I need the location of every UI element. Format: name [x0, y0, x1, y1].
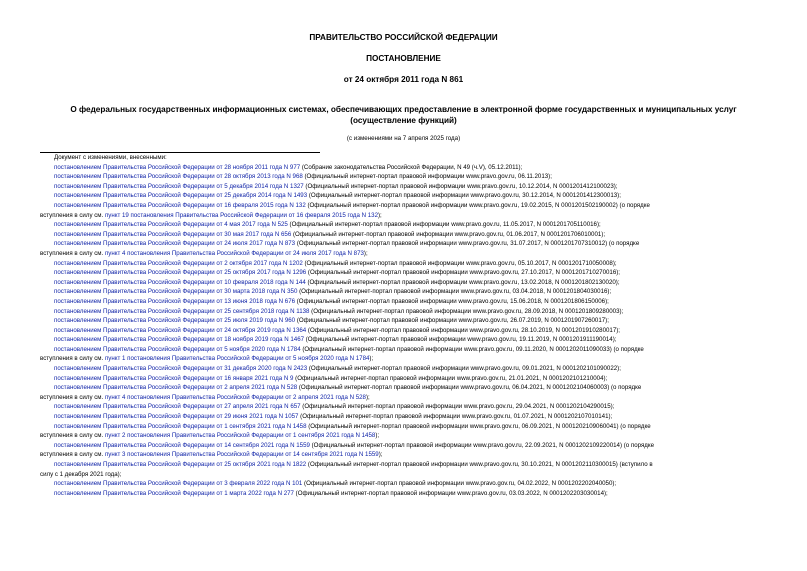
amendment-link[interactable]: пункт 1 постановления Правительства Российской Федерации от 5 ноября 2020 года N 1784	[104, 355, 370, 363]
amendment-continuation	[40, 470, 780, 480]
amendment-lead-text: силу с 1 декабря 2021 года);	[40, 470, 122, 478]
amendment-link[interactable]: постановлением Правительства Российской Федерации от 27 апреля 2021 года N 657	[54, 403, 301, 411]
amendment-publication-text: );	[365, 393, 370, 401]
document-title	[40, 104, 767, 126]
status-note: (с изменениями на 7 апреля 2025 года)	[346, 135, 461, 142]
amendment-publication-text: (Официальный интернет-портал правовой информации www.pravo.gov.ru, 09.01.2021, N 0001202101090022);	[307, 365, 621, 373]
amendment-item	[40, 441, 780, 451]
amendment-publication-text: (Собрание законодательства Российской Федерации, N 49 (ч.V), 05.12.2011);	[300, 163, 523, 171]
amendment-publication-text: (Официальный интернет-портал правовой информации www.pravo.gov.ru, 06.11.2013);	[302, 173, 552, 181]
amendment-item	[40, 278, 780, 288]
amendment-item	[40, 374, 780, 384]
amendment-link[interactable]: постановлением Правительства Российской Федерации от 25 декабря 2014 года N 1493	[54, 192, 308, 200]
amendment-publication-text: (Официальный интернет-портал правовой информации www.pravo.gov.ru, 06.09.2021, N 0001202109060041) (о порядке	[306, 422, 651, 430]
amendment-link[interactable]: постановлением Правительства Российской Федерации от 28 ноября 2011 года N 977	[54, 163, 301, 171]
amendment-link[interactable]: постановлением Правительства Российской Федерации от 3 февраля 2022 года N 101	[54, 480, 303, 488]
amendment-publication-text: (Официальный интернет-портал правовой информации www.pravo.gov.ru, 31.07.2017, N 0001201707310012) (о порядке	[295, 240, 640, 248]
amendment-link[interactable]: постановлением Правительства Российской Федерации от 25 сентября 2018 года N 1138	[54, 307, 310, 315]
amendment-item	[40, 316, 780, 326]
amendment-publication-text: (Официальный интернет-портал правовой информации www.pravo.gov.ru, 21.01.2021, N 0001202101210004);	[293, 374, 608, 382]
amendment-publication-text: );	[369, 355, 374, 363]
amendment-publication-text: (Официальный интернет-портал правовой информации www.pravo.gov.ru, 06.04.2021, N 0001202104060003) (о порядке	[297, 384, 642, 392]
amendment-publication-text: (Официальный интернет-портал правовой информации www.pravo.gov.ru, 05.10.2017, N 0001201710050008);	[302, 259, 617, 267]
amendment-item	[40, 335, 780, 345]
amendment-publication-text: (Официальный интернет-портал правовой информации www.pravo.gov.ru, 01.07.2021, N 0001202107010141);	[298, 413, 613, 421]
amendment-link[interactable]: постановлением Правительства Российской Федерации от 1 марта 2022 года N 277	[54, 489, 294, 497]
amendment-link[interactable]: постановлением Правительства Российской Федерации от 24 октября 2019 года N 1364	[54, 326, 307, 334]
amendment-item	[40, 259, 780, 269]
amendments-rows	[40, 163, 780, 499]
amendment-lead-text: вступления в силу см.	[40, 451, 105, 459]
amendment-item	[40, 268, 780, 278]
amendment-item	[40, 182, 780, 192]
amendment-link[interactable]: постановлением Правительства Российской Федерации от 5 ноября 2020 года N 1784	[54, 345, 301, 353]
amendment-publication-text: (Официальный интернет-портал правовой информации www.pravo.gov.ru, 11.05.2017, N 0001201705110016);	[287, 221, 601, 229]
amendment-link[interactable]: постановлением Правительства Российской Федерации от 14 сентября 2021 года N 1559	[54, 441, 310, 449]
amendment-lead-text: вступления в силу см.	[40, 393, 105, 401]
amendment-item	[40, 479, 780, 489]
amendment-item	[40, 412, 780, 422]
amendment-item	[40, 307, 780, 317]
amendment-publication-text: (Официальный интернет-портал правовой информации www.pravo.gov.ru, 27.10.2017, N 0001201710270016);	[306, 269, 620, 277]
amendment-publication-text: (Официальный интернет-портал правовой информации www.pravo.gov.ru, 01.06.2017, N 0001201706010001);	[291, 230, 606, 238]
amendment-publication-text: (Официальный интернет-портал правовой информации www.pravo.gov.ru, 13.02.2018, N 0001201802130020);	[305, 278, 620, 286]
amendment-item	[40, 201, 780, 211]
amendment-publication-text: (Официальный интернет-портал правовой информации www.pravo.gov.ru, 30.10.2021, N 0001202110300015) (вступило в	[306, 461, 653, 468]
amendment-publication-text: (Официальный интернет-портал правовой информации www.pravo.gov.ru, 03.04.2018, N 0001201804030016);	[297, 288, 612, 296]
amendment-item	[40, 460, 780, 470]
amendment-link[interactable]: постановлением Правительства Российской Федерации от 18 ноября 2019 года N 1467	[54, 336, 305, 344]
amendment-publication-text: );	[375, 432, 380, 440]
amendment-publication-text: (Официальный интернет-портал правовой информации www.pravo.gov.ru, 03.03.2022, N 0001202203030014);	[293, 489, 608, 497]
amendment-link[interactable]: постановлением Правительства Российской Федерации от 25 октября 2021 года N 1822	[54, 461, 307, 468]
amendment-item	[40, 326, 780, 336]
amendment-item	[40, 287, 780, 297]
amendment-publication-text: (Официальный интернет-портал правовой информации www.pravo.gov.ru, 19.02.2015, N 0001201502190002) (о порядке	[305, 201, 650, 209]
amendment-link[interactable]: постановлением Правительства Российской Федерации от 25 июля 2019 года N 960	[54, 317, 296, 325]
amendment-publication-text: (Официальный интернет-портал правовой информации www.pravo.gov.ru, 19.11.2019, N 0001201911190014);	[304, 336, 617, 344]
amendment-link[interactable]: постановлением Правительства Российской Федерации от 28 октября 2013 года N 968	[54, 173, 303, 181]
amendment-publication-text: (Официальный интернет-портал правовой информации www.pravo.gov.ru, 30.12.2014, N 0001201412300013);	[307, 192, 621, 200]
amendment-link[interactable]: постановлением Правительства Российской Федерации от 2 апреля 2021 года N 528	[54, 384, 298, 392]
amendment-continuation	[40, 431, 780, 441]
amendment-link[interactable]: постановлением Правительства Российской Федерации от 16 января 2021 года N 9	[54, 374, 294, 382]
amendment-link[interactable]: постановлением Правительства Российской Федерации от 29 июня 2021 года N 1057	[54, 413, 299, 421]
amendment-item	[40, 239, 780, 249]
amendment-publication-text: (Официальный интернет-портал правовой информации www.pravo.gov.ru, 28.10.2019, N 0001201910280017);	[306, 326, 620, 334]
amendment-link[interactable]: постановлением Правительства Российской Федерации от 24 июля 2017 года N 873	[54, 240, 296, 248]
amendment-link[interactable]: постановлением Правительства Российской Федерации от 2 октября 2017 года N 1202	[54, 259, 303, 267]
amendments-list	[40, 153, 780, 498]
amendment-lead-text: вступления в силу см.	[40, 355, 105, 363]
amendment-publication-text: );	[377, 211, 382, 219]
amendment-item	[40, 163, 780, 173]
amendment-link[interactable]: постановлением Правительства Российской Федерации от 4 мая 2017 года N 525	[54, 221, 288, 229]
amendment-continuation	[40, 211, 780, 221]
amendments-intro: Документ с изменениями, внесенными:	[54, 154, 167, 161]
amendment-item	[40, 172, 780, 182]
amendment-continuation	[40, 393, 780, 403]
amendment-item	[40, 230, 780, 240]
amendment-link[interactable]: пункт 3 постановления Правительства Российской Федерации от 14 сентября 2021 года N 1559	[104, 451, 379, 459]
amendment-publication-text: (Официальный интернет-портал правовой информации www.pravo.gov.ru, 09.11.2020, N 0001202011090033) (о порядке	[300, 345, 644, 353]
document-date-number: от 24 октября 2011 года N 861	[343, 75, 464, 84]
amendment-link[interactable]: постановлением Правительства Российской Федерации от 10 февраля 2018 года N 144	[54, 278, 306, 286]
amendment-publication-text: (Официальный интернет-портал правовой информации www.pravo.gov.ru, 22.09.2021, N 0001202109220014) (о порядке	[309, 441, 655, 449]
amendment-continuation	[40, 354, 780, 364]
amendment-continuation	[40, 450, 780, 460]
amendment-link[interactable]: постановлением Правительства Российской Федерации от 5 декабря 2014 года N 1327	[54, 182, 304, 190]
amendment-publication-text: (Официальный интернет-портал правовой информации www.pravo.gov.ru, 28.09.2018, N 0001201809280003);	[309, 307, 624, 315]
amendment-publication-text: (Официальный интернет-портал правовой информации www.pravo.gov.ru, 15.06.2018, N 0001201806150006);	[295, 297, 609, 305]
amendment-link[interactable]: постановлением Правительства Российской Федерации от 13 июня 2018 года N 676	[54, 297, 296, 305]
amendment-link[interactable]: постановлением Правительства Российской Федерации от 30 марта 2018 года N 350	[54, 288, 298, 296]
amendment-item	[40, 489, 780, 499]
amendment-item	[40, 364, 780, 374]
amendment-item	[40, 297, 780, 307]
amendment-lead-text: вступления в силу см.	[40, 432, 105, 440]
amendment-publication-text: (Официальный интернет-портал правовой информации www.pravo.gov.ru, 10.12.2014, N 0001201412100023);	[303, 182, 618, 190]
amendment-continuation	[40, 249, 780, 259]
amendment-item	[40, 402, 780, 412]
document-title-line-1: О федеральных государственных информационных системах, обеспечивающих предоставление в электронной форме государственных и муниципальных услуг	[70, 105, 737, 114]
amendment-lead-text: вступления в силу см.	[40, 211, 105, 219]
amendment-item	[40, 220, 780, 230]
amendment-publication-text: (Официальный интернет-портал правовой информации www.pravo.gov.ru, 26.07.2019, N 0001201907260017);	[295, 317, 609, 325]
document-title-line-2: (осуществление функций)	[350, 116, 457, 125]
amendment-link[interactable]: постановлением Правительства Российской Федерации от 25 октября 2017 года N 1296	[54, 269, 307, 277]
amendment-publication-text: (Официальный интернет-портал правовой информации www.pravo.gov.ru, 29.04.2021, N 0001202104290015);	[300, 403, 615, 411]
amendment-link[interactable]: пункт 2 постановления Правительства Российской Федерации от 1 сентября 2021 года N 1458	[104, 432, 376, 440]
amendment-link[interactable]: постановлением Правительства Российской Федерации от 31 декабря 2020 года N 2423	[54, 365, 308, 373]
amendment-item	[40, 191, 780, 201]
amendment-item	[40, 422, 780, 432]
amendment-link[interactable]: постановлением Правительства Российской Федерации от 16 февраля 2015 года N 132	[54, 201, 306, 209]
amendment-item	[40, 345, 780, 355]
amendment-link[interactable]: пункт 4 постановления Правительства Российской Федерации от 24 июля 2017 года N 873	[104, 249, 364, 257]
amendment-link[interactable]: пункт 4 постановления Правительства Российской Федерации от 2 апреля 2021 года N 528	[104, 393, 366, 401]
amendment-publication-text: );	[363, 249, 368, 257]
amendment-link[interactable]: постановлением Правительства Российской Федерации от 1 сентября 2021 года N 1458	[54, 422, 307, 430]
document-type-heading: ПОСТАНОВЛЕНИЕ	[366, 54, 441, 63]
amendment-link[interactable]: пункт 19 постановления Правительства Российской Федерации от 16 февраля 2015 года N 132	[104, 211, 378, 219]
amendment-lead-text: вступления в силу см.	[40, 249, 105, 257]
government-heading: ПРАВИТЕЛЬСТВО РОССИЙСКОЙ ФЕДЕРАЦИИ	[309, 33, 498, 42]
amendment-publication-text: );	[378, 451, 383, 459]
amendment-publication-text: (Официальный интернет-портал правовой информации www.pravo.gov.ru, 04.02.2022, N 0001202202040050);	[302, 480, 617, 488]
amendment-link[interactable]: постановлением Правительства Российской Федерации от 30 мая 2017 года N 656	[54, 230, 292, 238]
amendment-item	[40, 383, 780, 393]
